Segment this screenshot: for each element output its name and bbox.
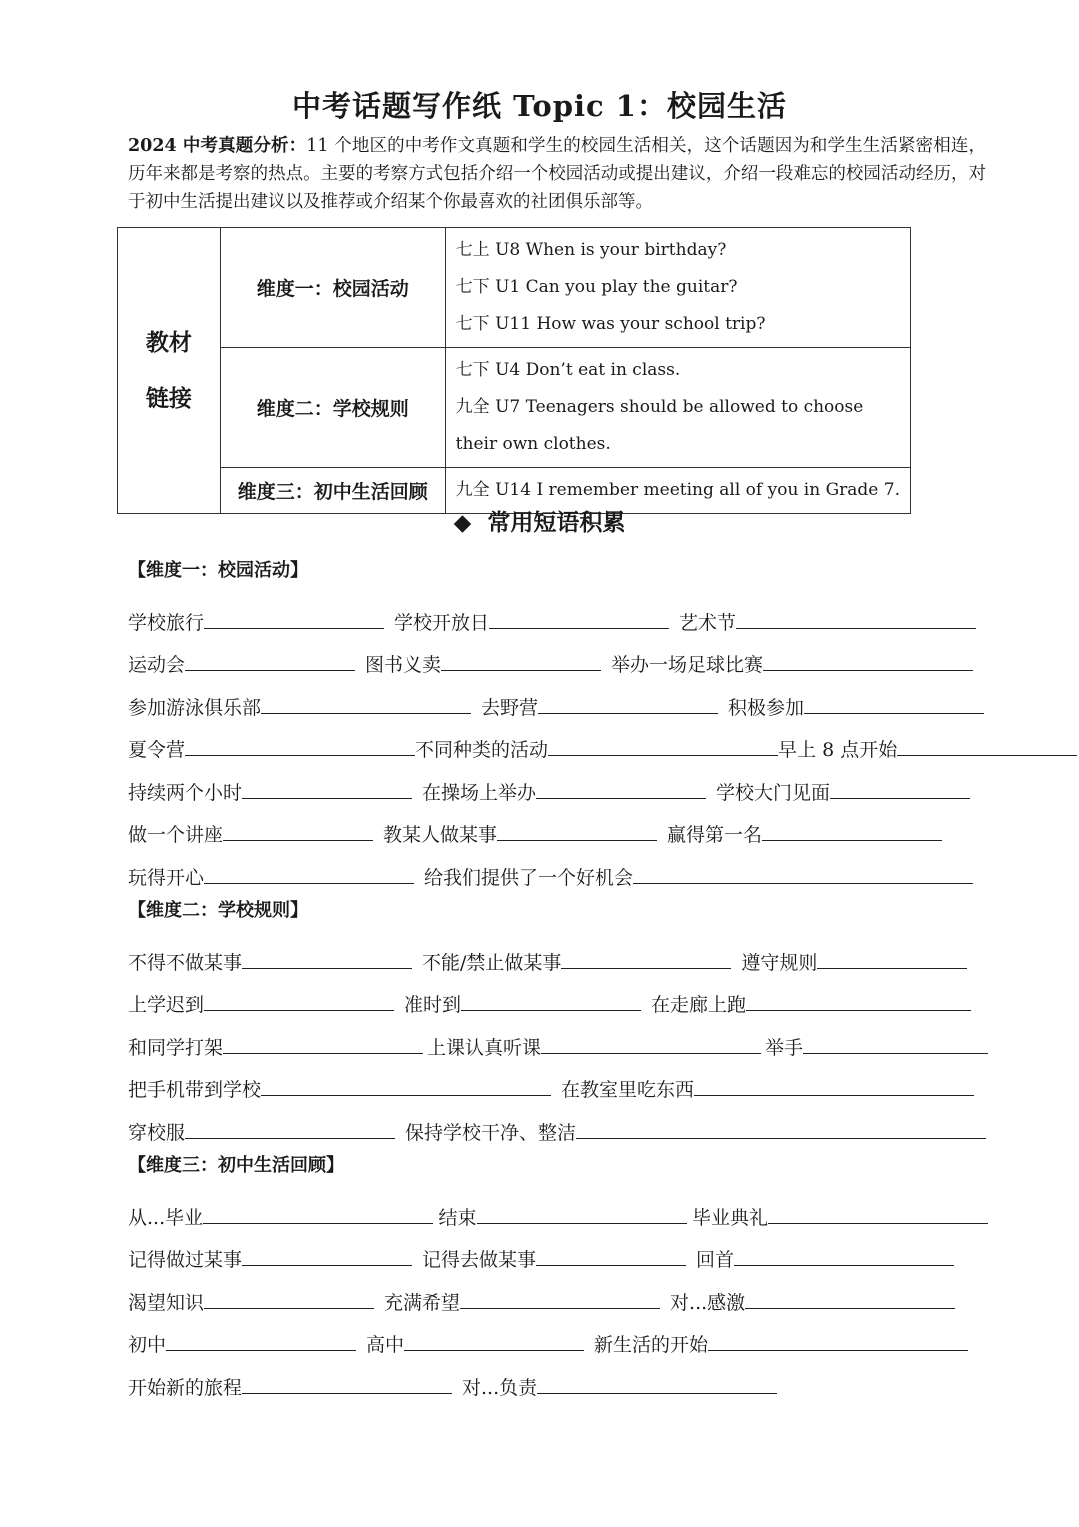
phrase-item: [128, 990, 394, 1017]
units-cell: [445, 228, 910, 348]
phrase-row: [128, 1315, 988, 1358]
phrase-item: [651, 990, 971, 1017]
answer-blank-line[interactable]: [404, 1350, 584, 1351]
phrase-label: 不同种类的活动: [415, 739, 549, 761]
phrase-item: [561, 1075, 974, 1102]
phrase-label: 回首: [696, 1249, 735, 1271]
phrase-item: [128, 1075, 551, 1102]
phrase-item: [778, 735, 1077, 762]
phrase-label: 玩得开心: [128, 866, 205, 889]
phrase-item: [128, 863, 414, 890]
answer-blank-line[interactable]: [538, 713, 718, 714]
phrase-label: 准时到: [404, 994, 462, 1016]
phrase-item: [128, 608, 384, 635]
phrase-row: [128, 635, 988, 678]
phrase-row: [128, 1230, 988, 1273]
phrase-label: 参加游泳俱乐部: [128, 696, 262, 719]
answer-blank-line[interactable]: [768, 1223, 988, 1224]
diamond-bullet-icon: ◆: [453, 509, 472, 536]
phrase-label: 渴望知识: [128, 1291, 205, 1314]
answer-blank-line[interactable]: [803, 1053, 988, 1054]
answer-blank-line[interactable]: [736, 628, 976, 629]
phrase-item: [741, 948, 967, 975]
phrase-item: [128, 1203, 433, 1230]
phrase-label: 开始新的旅程: [128, 1376, 243, 1399]
phrase-item: [383, 820, 657, 847]
phrase-label: 不能/禁止做某事: [422, 951, 562, 974]
answer-blank-line[interactable]: [536, 798, 706, 799]
phrase-item: [481, 693, 718, 720]
answer-blank-line[interactable]: [633, 883, 973, 884]
answer-blank-line[interactable]: [897, 755, 1077, 756]
phrase-label: 学校开放日: [394, 611, 490, 634]
phrase-label: 遵守规则: [741, 951, 818, 974]
textbook-links-table: [117, 227, 911, 514]
phrase-item: [394, 608, 669, 635]
phrase-item: [128, 1033, 423, 1060]
phrase-label: 图书义卖: [365, 654, 442, 676]
phrase-label: 做一个讲座: [128, 824, 224, 846]
phrase-label: 在走廊上跑: [651, 994, 747, 1016]
dimension-cell: 维度二：学校规则: [220, 348, 445, 468]
intro-paragraph: [128, 132, 986, 216]
phrase-item: [404, 990, 641, 1017]
phrase-row: [128, 592, 988, 635]
group-heading: 【维度三：初中生活回顾】: [128, 1155, 344, 1176]
phrase-label: 给我们提供了一个好机会: [424, 866, 634, 889]
side-label: [118, 228, 221, 514]
phrase-label: 对...感激: [670, 1291, 746, 1314]
section-title: [0, 504, 1079, 537]
answer-blank-line[interactable]: [185, 1138, 395, 1139]
answer-blank-line[interactable]: [694, 1095, 974, 1096]
phrase-label: 不得不做某事: [128, 951, 243, 974]
phrase-label: 在操场上举办: [422, 781, 537, 804]
unit-item: 七下 U11 How was your school trip?: [455, 314, 766, 334]
answer-blank-line[interactable]: [204, 1010, 394, 1011]
answer-blank-line[interactable]: [745, 1308, 955, 1309]
answer-blank-line[interactable]: [204, 1308, 374, 1309]
unit-item: 九全 U7 Teenagers should be allowed to choose their own clothes.: [455, 397, 864, 454]
answer-blank-line[interactable]: [561, 968, 731, 969]
phrase-label: 对...负责: [462, 1376, 538, 1399]
phrase-label: 上课认真听课: [426, 1036, 541, 1059]
phrase-label: 持续两个小时: [128, 781, 243, 804]
answer-blank-line[interactable]: [261, 1095, 551, 1096]
answer-blank-line[interactable]: [204, 883, 414, 884]
phrase-item: [128, 650, 355, 677]
phrase-row: [128, 720, 988, 763]
phrase-item: [692, 1203, 988, 1230]
answer-blank-line[interactable]: [489, 628, 669, 629]
phrase-item: [728, 693, 984, 720]
answer-blank-line[interactable]: [223, 840, 373, 841]
phrase-label: 高中: [366, 1334, 405, 1356]
phrase-label: 学校旅行: [128, 611, 205, 634]
phrase-label: 初中: [128, 1334, 167, 1356]
phrase-item: [670, 1288, 955, 1315]
answer-blank-line[interactable]: [461, 1010, 641, 1011]
answer-blank-line[interactable]: [762, 840, 942, 841]
answer-blank-line[interactable]: [204, 628, 384, 629]
phrase-item: [439, 1203, 687, 1230]
phrase-item: [128, 735, 415, 762]
phrase-group-review: [128, 1145, 988, 1400]
group-heading: 【维度一：校园活动】: [128, 560, 308, 581]
answer-blank-line[interactable]: [817, 968, 967, 969]
phrase-item: [462, 1373, 777, 1400]
phrase-item: [128, 1330, 356, 1357]
phrase-item: [415, 735, 778, 762]
answer-blank-line[interactable]: [536, 1265, 686, 1266]
page-title: 中考话题写作纸 Topic 1：校园生活: [292, 89, 787, 123]
answer-blank-line[interactable]: [576, 1138, 986, 1139]
phrase-row: [128, 847, 988, 890]
answer-blank-line[interactable]: [185, 670, 355, 671]
phrase-item: [128, 1373, 452, 1400]
side-label-line-1: 教材: [145, 328, 192, 356]
answer-blank-line[interactable]: [166, 1350, 356, 1351]
answer-blank-line[interactable]: [548, 755, 778, 756]
phrase-label: 夏令营: [128, 739, 186, 761]
phrase-label: 积极参加: [728, 696, 805, 719]
section-title-text: 常用短语积累: [487, 509, 626, 536]
phrase-item: [128, 820, 373, 847]
phrase-item: [611, 650, 973, 677]
answer-blank-line[interactable]: [541, 1053, 761, 1054]
phrase-item: [422, 948, 731, 975]
answer-blank-line[interactable]: [223, 1053, 423, 1054]
answer-blank-line[interactable]: [185, 755, 415, 756]
answer-blank-line[interactable]: [242, 798, 412, 799]
phrase-item: [128, 778, 412, 805]
phrase-label: 在教室里吃东西: [561, 1079, 695, 1101]
side-label-line-2: 链接: [145, 384, 192, 412]
answer-blank-line[interactable]: [763, 670, 973, 671]
phrase-label: 记得做过某事: [128, 1249, 243, 1271]
phrase-row: [128, 762, 988, 805]
phrase-item: [405, 1118, 986, 1145]
phrase-item: [384, 1288, 660, 1315]
phrase-item: [366, 1330, 584, 1357]
phrase-row: [128, 1187, 988, 1230]
answer-blank-line[interactable]: [746, 1010, 971, 1011]
answer-blank-line[interactable]: [477, 1223, 687, 1224]
phrase-item: [679, 608, 976, 635]
phrase-row: [128, 932, 988, 975]
phrase-label: 充满希望: [384, 1291, 461, 1314]
units-cell: [445, 348, 910, 468]
answer-blank-line[interactable]: [804, 713, 984, 714]
phrase-label: 运动会: [128, 654, 186, 676]
phrase-row: [128, 1272, 988, 1315]
answer-blank-line[interactable]: [497, 840, 657, 841]
phrase-item: [667, 820, 942, 847]
phrase-item: [422, 1245, 686, 1272]
phrase-row: [128, 1060, 988, 1103]
intro-text: 11 个地区的中考作文真题和学生的校园生活相关，这个话题因为和学生生活紧密相连，历年来都是考察的热点。主要的考察方式包括介绍一个校园活动或提出建议，介绍一段难忘的校园活动经历，对于初中生活提出建议以及推荐或介绍某个你最喜欢的社团俱乐部等。: [128, 136, 987, 212]
answer-blank-line[interactable]: [460, 1308, 660, 1309]
phrase-row: [128, 1357, 988, 1400]
unit-item: 七下 U1 Can you play the guitar?: [455, 277, 738, 297]
phrase-row: [128, 1017, 988, 1060]
phrase-group-activities: [128, 550, 988, 890]
intro-lead: 2024 中考真题分析：: [128, 136, 307, 156]
answer-blank-line[interactable]: [830, 798, 970, 799]
phrase-item: [128, 1288, 374, 1315]
phrase-label: 早上 8 点开始: [778, 739, 898, 761]
phrase-label: 结束: [438, 1206, 477, 1229]
phrase-group-rules: [128, 890, 988, 1145]
unit-item: 七上 U8 When is your birthday?: [455, 240, 727, 260]
answer-blank-line[interactable]: [734, 1265, 954, 1266]
phrase-row: [128, 975, 988, 1018]
answer-blank-line[interactable]: [441, 670, 601, 671]
group-heading: 【维度二：学校规则】: [128, 900, 308, 921]
phrase-label: 上学迟到: [128, 994, 205, 1016]
phrase-label: 学校大门见面: [716, 781, 831, 804]
phrase-label: 举办一场足球比赛: [611, 654, 764, 676]
answer-blank-line[interactable]: [242, 1393, 452, 1394]
phrase-item: [427, 1033, 761, 1060]
phrase-item: [594, 1330, 968, 1357]
phrase-item: [424, 863, 973, 890]
phrase-label: 新生活的开始: [594, 1334, 709, 1356]
phrase-item: [128, 1118, 395, 1145]
phrase-item: [765, 1033, 988, 1060]
phrase-label: 穿校服: [128, 1121, 186, 1144]
phrase-label: 去野营: [481, 696, 539, 719]
phrase-row: [128, 805, 988, 848]
phrase-label: 举手: [764, 1036, 803, 1059]
answer-blank-line[interactable]: [203, 1223, 433, 1224]
phrase-label: 和同学打架: [128, 1036, 224, 1059]
phrase-item: [422, 778, 706, 805]
dimension-cell: 维度一：校园活动: [220, 228, 445, 348]
phrase-row: [128, 1102, 988, 1145]
unit-item: 七下 U4 Don’t eat in class.: [455, 360, 681, 380]
phrase-label: 记得去做某事: [422, 1249, 537, 1271]
phrase-label: 赢得第一名: [667, 824, 763, 846]
phrase-item: [716, 778, 970, 805]
answer-blank-line[interactable]: [242, 968, 412, 969]
dimension-cell: 维度三：初中生活回顾: [220, 468, 445, 514]
answer-blank-line[interactable]: [708, 1350, 968, 1351]
phrase-label: 艺术节: [679, 611, 737, 634]
phrase-item: [128, 948, 412, 975]
phrase-item: [128, 693, 471, 720]
answer-blank-line[interactable]: [261, 713, 471, 714]
phrase-row: [128, 677, 988, 720]
phrase-label: 把手机带到学校: [128, 1079, 262, 1101]
phrase-item: [128, 1245, 412, 1272]
phrase-label: 保持学校干净、整洁: [405, 1121, 577, 1144]
phrase-label: 从...毕业: [128, 1206, 204, 1229]
answer-blank-line[interactable]: [537, 1393, 777, 1394]
phrase-label: 毕业典礼: [691, 1206, 768, 1229]
phrase-label: 教某人做某事: [383, 824, 498, 846]
answer-blank-line[interactable]: [242, 1265, 412, 1266]
unit-item: 九全 U14 I remember meeting all of you in Grade 7.: [455, 480, 900, 500]
phrase-item: [696, 1245, 954, 1272]
phrase-item: [365, 650, 601, 677]
